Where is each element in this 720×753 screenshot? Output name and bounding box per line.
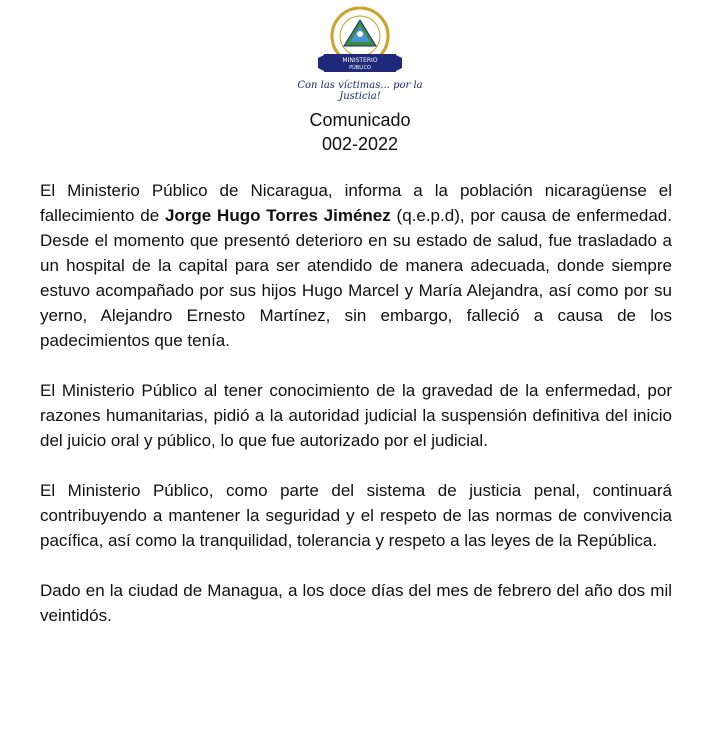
banner-line2: PÚBLICO [349, 65, 371, 71]
paragraph-2: El Ministerio Público al tener conocimiento de la gravedad de la enfermedad, por razones humanitarias, pidió a la autoridad judicial la suspensión definitiva del inicio del juicio oral y público, lo que fue autorizado por el judicial. [40, 381, 672, 450]
deceased-name: Jorge Hugo Torres Jiménez [164, 206, 391, 225]
paragraph-3: El Ministerio Público, como parte del sistema de justicia penal, continuará contribuyendo a mantener la seguridad y el respeto de las normas de convivencia pacífica, así como la tranquilidad, tolerancia y respeto a las leyes de la República. [40, 481, 672, 550]
paragraph-1-intro: El Ministerio Público de Nicaragua, informa a la población nicaragüense el fallecimiento de [40, 181, 672, 225]
paragraph-1-rest: (q.e.p.d), por causa de enfermedad. Desde el momento que presentó deterioro en su estado de salud, fue trasladado a un hospital de la capital para ser atendido de manera adecuada, donde siempre estuvo acompañado por sus hijos Hugo Marcel y María Alejandra, así como por su yerno, Alejandro Ernesto Martínez, sin embargo, falleció a causa de los padecimientos que tenía. [40, 206, 672, 350]
communique-body [40, 178, 672, 653]
ministerio-publico-seal-icon [318, 6, 402, 82]
communique-number: 002-2022 [321, 134, 399, 154]
banner-line1: MINISTERIO [342, 57, 378, 64]
paragraph-1 [40, 178, 672, 353]
motto: Con las víctimas... por la Justicia! [297, 80, 423, 102]
communique-title: Comunicado [309, 110, 411, 130]
communique-heading [0, 108, 720, 156]
document-header [0, 0, 720, 100]
paragraph-4: Dado en la ciudad de Managua, a los doce días del mes de febrero del año dos mil veintidós. [40, 581, 672, 625]
